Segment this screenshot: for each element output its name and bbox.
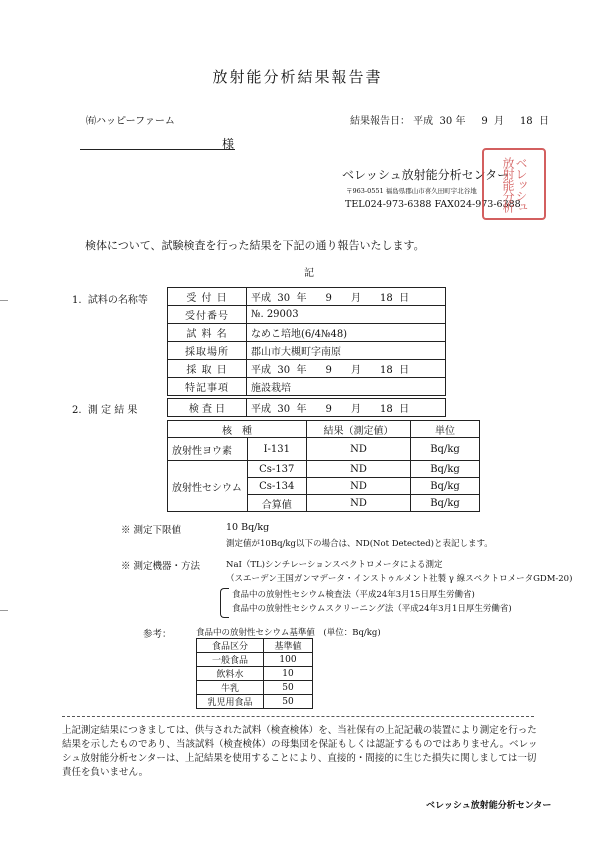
issuer-address: 〒963-0551 福島県郡山市喜久田町宇北谷地 — [346, 187, 477, 195]
nuclide-name: Cs-137 — [247, 461, 306, 478]
table-row — [197, 653, 313, 667]
page-title: 放射能分析結果報告書 — [212, 68, 383, 86]
standard-cell: 50 — [264, 681, 313, 695]
table-row — [168, 288, 446, 306]
results-table — [167, 420, 480, 512]
nuclide-group: 放射性セシウム — [168, 461, 248, 512]
field-label: 試 料 名 — [168, 324, 247, 342]
field-label: 受 付 日 — [168, 288, 247, 306]
header-category: 食品区分 — [197, 639, 264, 653]
unit-value: Bq/kg — [411, 438, 480, 461]
ki-heading: 記 — [304, 268, 314, 279]
field-value: 郡山市大槻町字南原 — [247, 342, 446, 360]
standard-cell: 100 — [264, 653, 313, 667]
field-label: 採取場所 — [168, 342, 247, 360]
field-value: №. 29003 — [247, 306, 446, 324]
sample-info-table — [167, 287, 446, 396]
section1-label: 1. 試料の名称等 — [72, 295, 148, 306]
unit-value: Bq/kg — [411, 461, 480, 478]
company-seal-stamp: ベレッシュ 放射能分析 — [482, 148, 546, 220]
equipment-line-2: （スエーデン王国ガンマデータ・インストゥルメント社製 γ 線スペクトロメータGDM-20) — [226, 574, 573, 584]
field-value: 平成 30 年 9 月 18 日 — [247, 399, 446, 417]
header-result: 結果（測定値） — [307, 421, 411, 438]
reference-standards-table — [196, 638, 313, 709]
field-label: 採 取 日 — [168, 360, 247, 378]
nuclide-name: I-131 — [247, 438, 306, 461]
header-nuclide: 核 種 — [168, 421, 307, 438]
header-standard: 基準値 — [264, 639, 313, 653]
result-value: ND — [307, 438, 411, 461]
method-line-2: 食品中の放射性セシウムスクリーニング法（平成24年3月1日厚生労働省) — [232, 604, 512, 614]
method-line-1: 食品中の放射性セシウム検査法（平成24年3月15日厚生労働省) — [232, 590, 475, 600]
table-row — [168, 378, 446, 396]
unit-value: Bq/kg — [411, 495, 480, 512]
method-bracket — [220, 588, 229, 618]
result-value: ND — [307, 461, 411, 478]
intro-text: 検体について、試験検査を行った結果を下記の通り報告いたします。 — [85, 239, 425, 252]
nuclide-group: 放射性ヨウ素 — [168, 438, 248, 461]
table-row — [168, 342, 446, 360]
recipient-underline — [80, 149, 235, 150]
table-header-row — [168, 421, 480, 438]
field-label: 検 査 日 — [168, 399, 247, 417]
field-value: なめこ培地(6/4№48) — [247, 324, 446, 342]
equipment-line-1: NaI（TL)シンチレーションスペクトロメータによる測定 — [226, 560, 443, 570]
nuclide-name: Cs-134 — [247, 478, 306, 495]
header-unit: 単位 — [411, 421, 480, 438]
limit-description: 測定値が10Bq/kg以下の場合は、ND(Not Detected)と表記します。 — [226, 539, 493, 549]
category-cell: 牛乳 — [197, 681, 264, 695]
standard-cell: 10 — [264, 667, 313, 681]
equipment-label: ※ 測定機器・方法 — [121, 561, 201, 572]
category-cell: 乳児用食品 — [197, 695, 264, 709]
field-label: 特記事項 — [168, 378, 247, 396]
table-row — [168, 360, 446, 378]
field-value: 平成 30 年 9 月 18 日 — [247, 288, 446, 306]
table-row — [168, 461, 480, 478]
report-date: 結果報告日： 平成 30 年 9 月 18 日 — [350, 116, 550, 127]
table-row — [168, 306, 446, 324]
nuclide-name: 合算値 — [247, 495, 306, 512]
result-value: ND — [307, 495, 411, 512]
standard-cell: 50 — [264, 695, 313, 709]
table-row — [168, 399, 446, 417]
table-header-row — [197, 639, 313, 653]
issuer-tel: TEL024-973-6388 FAX024-973-6388 — [345, 199, 521, 210]
table-row — [168, 324, 446, 342]
divider — [62, 716, 534, 717]
reference-label: 参考： — [143, 629, 172, 640]
field-value: 施設栽培 — [247, 378, 446, 396]
disclaimer-text: 上記測定結果につきましては、供与された試料（検査検体）を、当社保有の上記記載の装置により測定を行った結果を示したものであり、当該試料（検査検体）の母集団を保証もしくは認証するものではありません。ベレッシュ放射能分析センターは、上記結果を使用することにより、直接的・間接的に生じた損失に関しましては一切責任を負いません。 — [62, 725, 538, 778]
result-value: ND — [307, 478, 411, 495]
table-row — [168, 438, 480, 461]
unit-value: Bq/kg — [411, 478, 480, 495]
limit-label: ※ 測定下限値 — [121, 525, 182, 536]
inspection-date-table — [167, 398, 446, 417]
table-row — [197, 667, 313, 681]
limit-value: 10 Bq/kg — [226, 522, 270, 533]
footer-issuer: ベレッシュ放射能分析センター — [426, 801, 552, 811]
recipient-name: ㈲ハッピーファーム — [86, 116, 175, 127]
field-label: 受付番号 — [168, 306, 247, 324]
category-cell: 一般食品 — [197, 653, 264, 667]
category-cell: 飲料水 — [197, 667, 264, 681]
section2-label: 2. 測 定 結 果 — [72, 405, 138, 416]
honorific: 様 — [222, 137, 235, 151]
table-row — [197, 695, 313, 709]
issuer-name: ベレッシュ放射能分析センター — [342, 168, 510, 182]
reference-caption: 食品中の放射性セシウム基準値 (単位：Bq/kg) — [196, 628, 381, 638]
margin-mark — [0, 610, 8, 611]
margin-mark — [0, 300, 8, 301]
field-value: 平成 30 年 9 月 18 日 — [247, 360, 446, 378]
table-row — [197, 681, 313, 695]
